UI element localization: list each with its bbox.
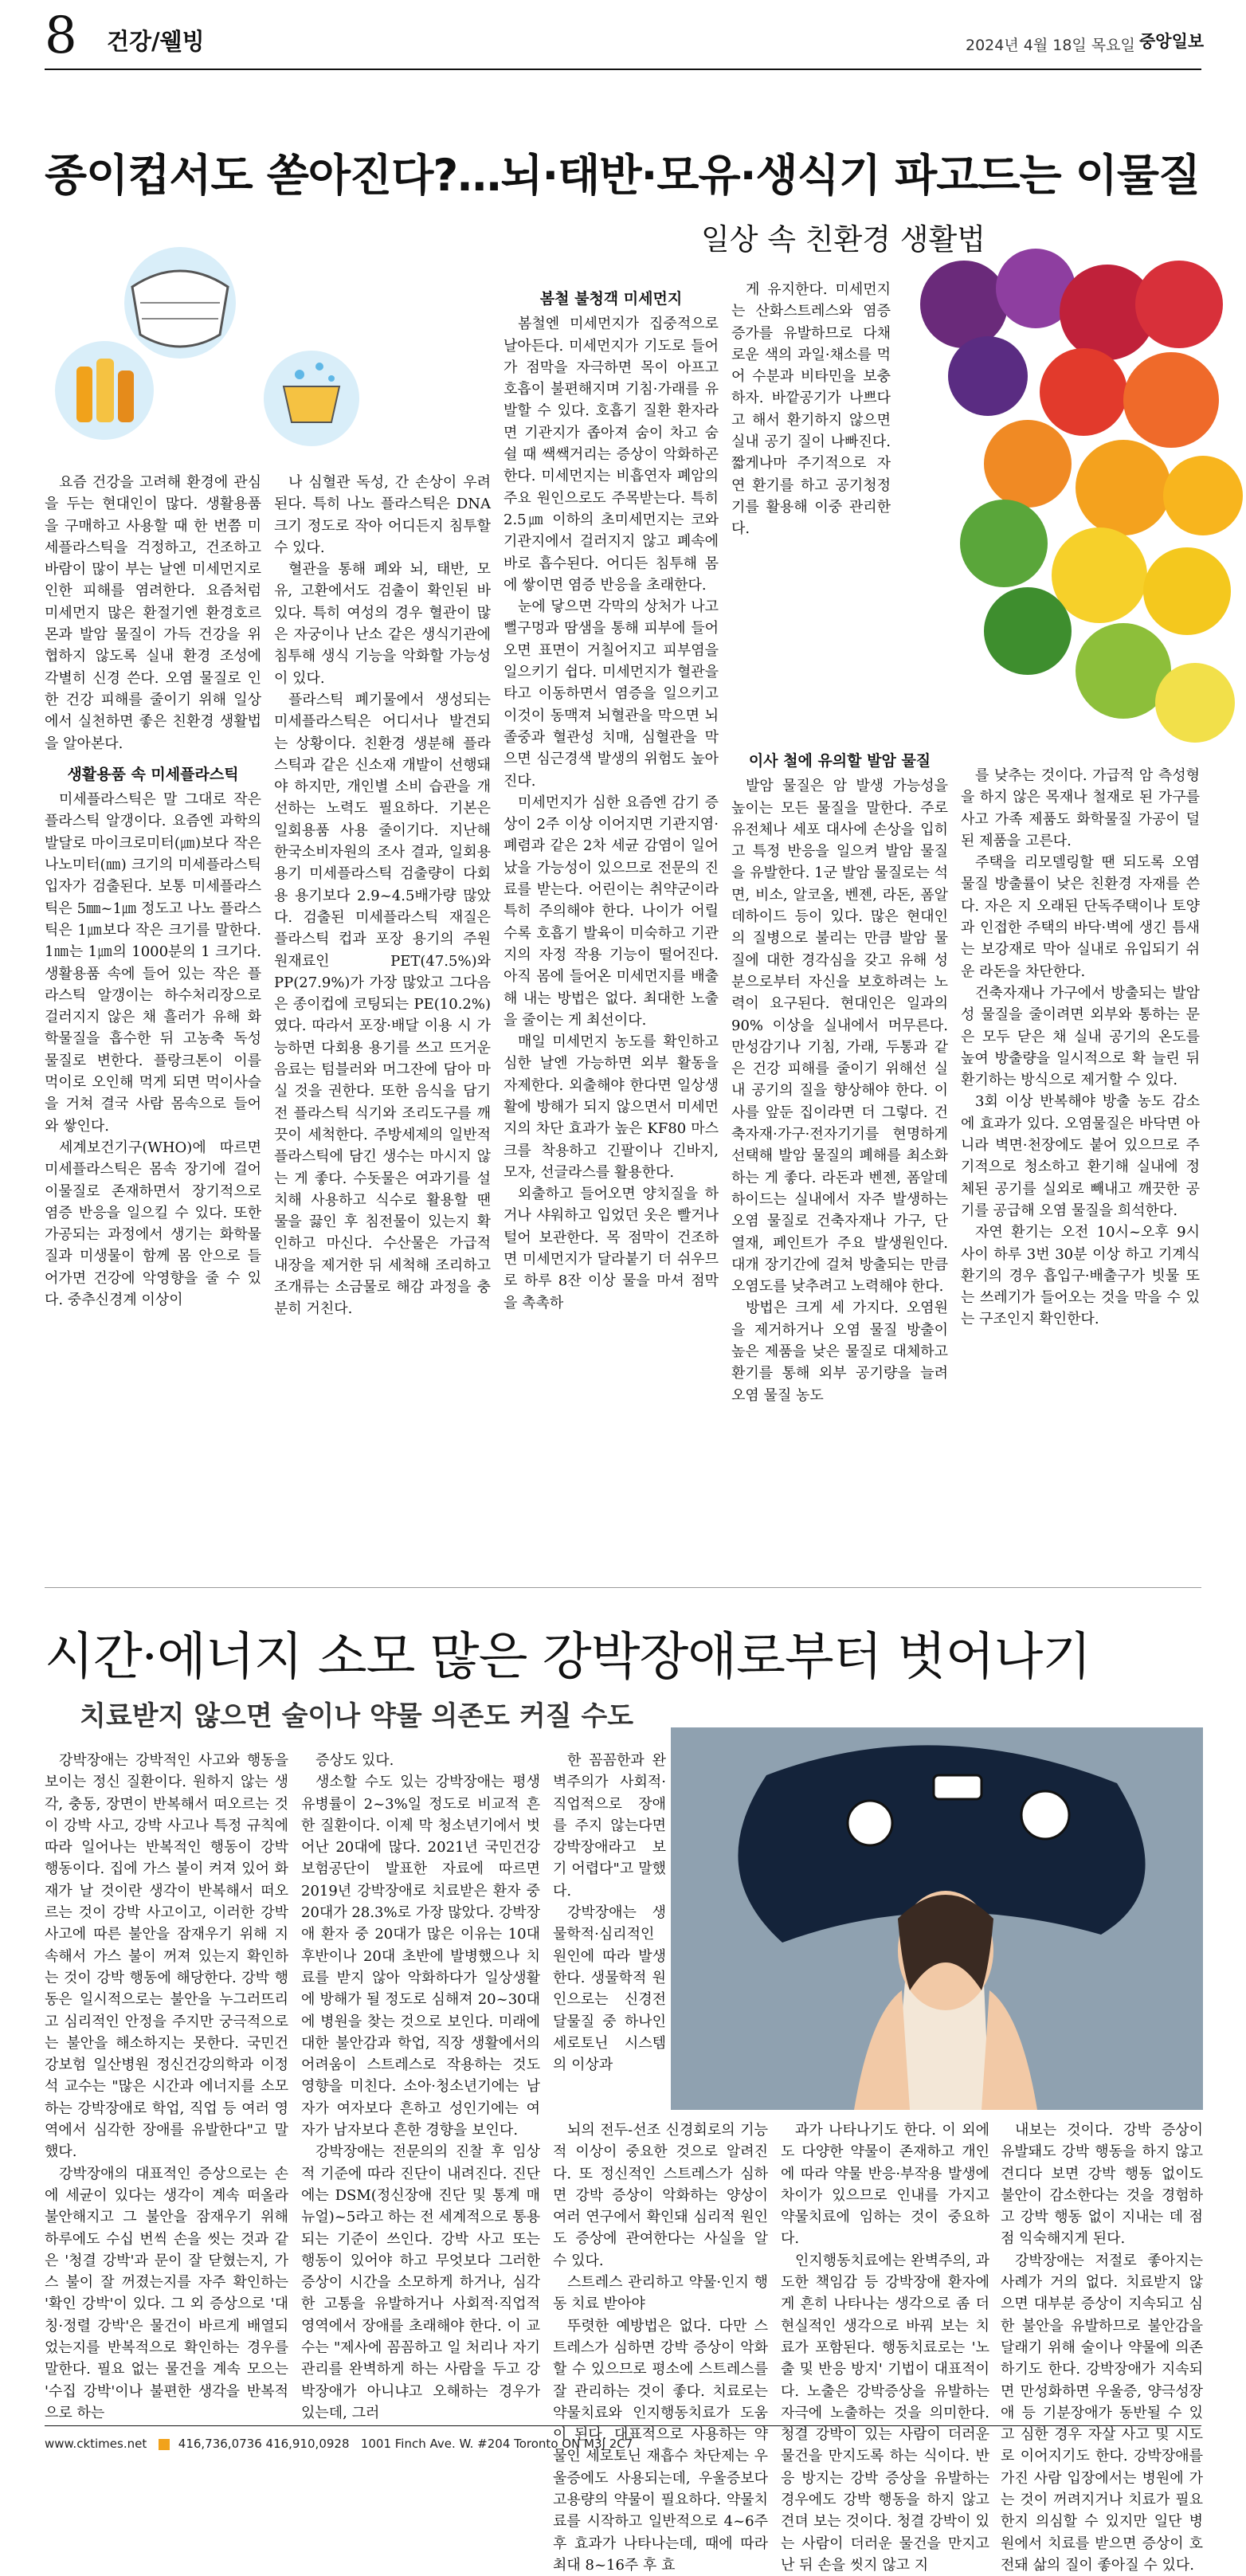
footer-address: 1001 Finch Ave. W. #204 Toronto ON M3J 2C7 <box>360 2437 633 2451</box>
paragraph: 뚜렷한 예방법은 없다. 다만 스트레스가 심하면 강박 증상이 악화할 수 있으므로 평소에 스트레스를 잘 관리하는 것이 좋다. 치료로는 약물치료와 인지행동치료가 도움이 된다. 대표적으로 사용하는 약물인 세로토닌 재흡수 차단제는 우울증에도 사용되는데, 우울증보다 고용량의 약물이 필요하다. 약물치료를 시작하고 일반적으로 4~6주 후 효과가 나타나는데, 때에 따라 최대 8~16주 후 효 <box>553 2317 768 2574</box>
article1-column-4b <box>731 741 948 1571</box>
paragraph: 증상도 있다. <box>315 1752 394 1769</box>
paragraph: 내보는 것이다. 강박 증상이 유발돼도 강박 행동을 하지 않고 견디다 보면 강박 행동 없이도 불안이 감소한다는 것을 경험하고 강박 행동 없이 지내는 데 점점 익숙해지게 된다. <box>1001 2122 1203 2248</box>
article1-headline: 종이컵서도 쏟아진다?…뇌·태반·모유·생식기 파고드는 이물질 <box>45 150 1201 201</box>
paragraph: 미세플라스틱은 말 그대로 작은 플라스틱 알갱이다. 요즘엔 과학의 발달로 마이크로미터(㎛)보다 작은 나노미터(㎚) 크기의 미세플라스틱 입자가 검출된다. 보통 미세플라스틱은 5㎜~1㎛ 정도고 나노 플라스틱은 1㎛보다 작은 크기를 말한다. 1㎚는 1㎛의 1000분의 1 크기다. 생활용품 속에 들어 있는 작은 플라스틱 알갱이는 하수처리장으로 걸러지지 않은 채 흘러가 유해 화학물질을 흡수한 뒤 고농축 독성 물질로 변한다. 플랑크톤이 이를 먹이로 오인해 먹게 되면 먹이사슬을 거쳐 결국 사람 몸속으로 들어와 쌓인다. <box>45 791 261 1135</box>
paragraph: 외출하고 들어오면 양치질을 하거나 샤워하고 입었던 옷은 빨거나 털어 보관한다. 목 점막이 건조하면 미세먼지가 달라붙기 더 쉬우므로 하루 8잔 이상 물을 마셔 점막을 촉촉하 <box>503 1186 719 1312</box>
section-label: 건강/웰빙 <box>107 28 205 55</box>
paragraph: 3회 이상 반복해야 방출 농도 감소에 효과가 있다. 오염물질은 바닥면 아니라 벽면·천장에도 붙어 있으므로 주기적으로 청소하고 환기해 실내에 정체된 공기를 실외로 빼내고 깨끗한 공기를 공급해 오염 물질을 희석한다. <box>961 1093 1200 1219</box>
paragraph: 세계보건기구(WHO)에 따르면 미세플라스틱은 몸속 장기에 걸어 이물질로 존재하면서 장기적으로 염증 반응을 일으킬 수 있다. 또한 가공되는 과정에서 생기는 화학물질과 미생물이 함께 몸 안으로 들어가면 건강에 악영향을 줄 수 있다. 중추신경계 이상이 <box>45 1139 261 1308</box>
article2-column-6 <box>1001 2119 1203 2574</box>
microplastic-icon <box>264 351 359 446</box>
article2-column-4 <box>553 2119 768 2574</box>
article2-column-5 <box>781 2119 989 2574</box>
paragraph: 인지행동치료에는 완벽주의, 과도한 책임감 등 강박장애 환자에게 흔히 나타나는 생각으로 좀 더 현실적인 생각으로 바꿔 보는 치료가 포함된다. 행동치료로는 '노출 및 반응 방지' 기법이 대표적이다. 노출은 강박증상을 유발하는 자극에 노출하는 것을 의미한다. 청결 강박이 있는 사람이 더러운 물건을 만지도록 하는 식이다. 반응 방지는 강박 증상을 유발하는 경우에도 강박 행동을 하지 않고 견뎌 보는 것이다. 청결 강박이 있는 사람이 더러운 물건을 만지고 난 뒤 손을 씻지 않고 지 <box>781 2252 989 2574</box>
page-number: 8 <box>45 6 77 65</box>
paper-name: 중앙일보 <box>1139 32 1205 51</box>
paragraph: 주택을 리모델링할 땐 되도록 오염 물질 방출률이 낮은 친환경 자재를 쓴다. 자은 지 오래된 단독주택이나 토양과 인접한 주택의 바닥·벽에 생긴 틈새는 보강재로 막아 실내로 유입되기 쉬운 라돈을 차단한다. <box>961 854 1200 980</box>
article-divider <box>45 1587 1201 1588</box>
paragraph: 나 심혈관 독성, 간 손상이 우려된다. 특히 나노 플라스틱은 DNA 크기 정도로 작아 어디든지 침투할 수 있다. <box>274 474 491 556</box>
subheading: 이사 철에 유의할 발암 물질 <box>748 752 931 770</box>
footer-phone: 416,736,0736 416,910,0928 <box>178 2437 350 2451</box>
fruit-vegetable-rainbow <box>908 257 1246 763</box>
paragraph: 강박장애는 강박적인 사고와 행동을 보이는 정신 질환이다. 원하지 않는 생각, 충동, 장면이 반복해서 떠오르는 것이 강박 사고, 강박 사고나 특정 규칙에 따라 일어나는 반복적인 행동이 강박 행동이다. 집에 가스 불이 켜져 있어 화재가 날 것이란 생각이 반복해서 떠오르는 것이 강박 사고이고, 이러한 강박 사고에 따른 불안을 잠재우기 위해 지속해서 가스 불이 꺼져 있는지 확인하는 것이 강박 행동에 해당한다. 강박 행동은 일시적으로는 불안을 누그러뜨리고 심리적인 안정을 주지만 궁극적으로는 불안을 해소하지는 못한다. 국민건강보험 일산병원 정신건강의학과 이정석 교수는 "많은 시간과 에너지를 소모하는 강박장애로 학업, 직업 등 여러 영역에서 심각한 장애를 유발한다"고 말했다. <box>45 1752 288 2161</box>
article2-headline: 시간·에너지 소모 많은 강박장애로부터 벗어나기 <box>45 1628 1091 1687</box>
subheading: 봄철 불청객 미세먼지 <box>539 290 683 308</box>
article1-column-4 <box>731 279 891 741</box>
subheading: 생활용품 속 미세플라스틱 <box>67 765 239 783</box>
paragraph: 를 낮추는 것이다. 가급적 암 측성형을 하지 않은 목재나 철재로 된 가구를 사고 가족 제품도 화학물질 가공이 덜 된 제품을 고른다. <box>961 767 1200 849</box>
article1-column-3 <box>503 279 719 1571</box>
paragraph: 스트레스 관리하고 약물·인지 행동 치료 받아야 <box>553 2274 768 2313</box>
paragraph: 한 꼼꼼한과 완벽주의가 사회적·직업적으로 장애를 주지 않는다면 강박장애라고 보기 어렵다"고 말했다. <box>553 1752 666 1900</box>
paragraph: 과가 나타나기도 한다. 이 외에도 다양한 약물이 존재하고 개인에 따라 약물 반응·부작용 발생에 차이가 있으므로 인내를 가지고 약물치료에 임하는 것이 중요하다. <box>781 2122 989 2248</box>
article1-subheadline: 일상 속 친환경 생활법 <box>701 222 985 257</box>
paragraph: 자연 환기는 오전 10시~오후 9시 사이 하루 3번 30분 이상 하고 기계식 환기의 경우 흡입구·배출구가 빗물 또는 쓰레기가 들어오는 것을 막을 수 있는 구조인지 확인한다. <box>961 1224 1200 1328</box>
paragraph: 발암 물질은 암 발생 가능성을 높이는 모든 물질을 말한다. 주로 유전체나 세포 대사에 손상을 입히고 특정 반응을 일으켜 발암 물질을 유발한다. 1군 발암 물질로는 석면, 비소, 알코올, 벤젠, 라돈, 폼알데하이드 등이 있다. 많은 현대인의 질병으로 불리는 만큼 발암 물질에 대한 경각심을 갖고 유해 성분으로부터 자신을 보호하려는 노력이 요구된다. 현대인은 일과의 90% 이상을 실내에서 머무른다. 만성감기나 기침, 가래, 두통과 같은 건강 피해를 줄이기 위해선 실내 공기의 질을 향상해야 한다. 이사를 앞둔 집이라면 더 그렇다. 건축자재·가구·전자기기를 현명하게 선택해 발암 물질의 폐해를 최소화하는 게 좋다. 라돈과 벤젠, 폼알데하이드는 실내에서 자주 발생하는 오염 물질로 건축자재나 가구, 단열재, 페인트가 주요 발생원인다. 대개 장기간에 걸쳐 방출되는 만큼 오염도를 낮추려고 노력해야 한다. <box>731 778 948 1296</box>
environment-illustration <box>45 239 438 446</box>
article2-subheadline: 치료받지 않으면 술이나 약물 의존도 커질 수도 <box>80 1700 634 1732</box>
paragraph: 혈관을 통해 폐와 뇌, 태반, 모유, 고환에서도 검출이 확인된 바 있다. 특히 여성의 경우 혈관이 많은 자궁이나 난소 같은 생식기관에 침투해 생식 기능을 악화할 가능성이 있다. <box>274 561 491 687</box>
paragraph: 방법은 크게 세 가지다. 오염원을 제거하거나 오염 물질 방출이 높은 제품을 낮은 물질로 대체하고 환기를 통해 외부 공기량을 늘려 오염 물질 농도 <box>731 1300 948 1404</box>
paragraph: 강박장애는 저절로 좋아지는 사례가 거의 없다. 치료받지 않으면 대부분 증상이 지속되고 심한 불안을 유발하므로 불안감을 달래기 위해 술이나 약물에 의존하기도 한다. 강박장애가 지속되면 만성화하면 우울증, 양극성장애 등 기분장애가 동반될 수 있고 심한 경우 자살 사고 및 시도로 이어지기도 한다. 강박장애를 가진 사람 입장에서는 병원에 가는 것이 꺼려지거나 치료가 필요한지 의심할 수 있지만 일단 병원에서 치료를 받으면 증상이 호전돼 삶의 질이 좋아질 수 있다. <box>1001 2252 1203 2574</box>
paragraph: 눈에 닿으면 각막의 상처가 나고 뻘구멍과 땀샘을 통해 피부에 들어오면 표면이 거칠어지고 피부염을 일으키기 쉽다. 미세먼지가 혈관을 타고 이동하면서 염증을 일으키고 이것이 동맥져 뇌혈관을 막으면 뇌졸중과 혈관성 치매, 심혈관을 막으면 심근경색 발생의 위험도 높아진다. <box>503 598 719 790</box>
phone-icon <box>159 2439 170 2450</box>
issue-date: 2024년 4월 18일 목요일 <box>966 37 1135 54</box>
article2-column-3 <box>553 1750 666 2116</box>
paragraph: 강박장애는 전문의의 진찰 후 임상적 기준에 따라 진단이 내려진다. 진단에는 DSM(정신장애 진단 및 통계 매뉴얼)~5라고 하는 전 세계적으로 통용되는 기준이 쓰인다. 강박 사고 또는 행동이 있어야 하고 무엇보다 그러한 증상이 시간을 소모하게 하거나, 심각한 고통을 유발하거나 사회적·직업적 영역에서 장애를 초래해야 한다. 이 교수는 "제사에 꼼꼼하고 일 처리나 자기 관리를 완벽하게 하는 사람을 두고 강박장애가 아니냐고 오해하는 경우가 있는데, 그러 <box>301 2143 540 2421</box>
stressed-person-illustration <box>671 1727 1203 2110</box>
article1-column-5 <box>961 765 1200 1571</box>
paragraph: 강박장애는 생물학적·심리적인 원인에 따라 발생한다. 생물학적 원인으로는 신경전달물질 중 하나인 세로토닌 시스템의 이상과 <box>553 1904 666 2074</box>
paragraph: 미세먼지가 심한 요즘엔 감기 증상이 2주 이상 이어지면 기관지염·폐렴과 같은 2차 세균 감염이 일어났을 가능성이 있으므로 전문의 진료를 받는다. 어린이는 취약군이라 특히 주의해야 한다. 나이가 어릴수록 호흡기 발육이 미숙하고 기관지의 자정 작용 기능이 떨어진다. 아직 몸에 들어온 미세먼지를 배출해 내는 방법은 없다. 최대한 노출을 줄이는 게 최선이다. <box>503 794 719 1029</box>
footer-rule <box>45 2425 1201 2426</box>
article2-column-2 <box>301 1750 540 2421</box>
paragraph: 강박장애의 대표적인 증상으로는 손에 세균이 있다는 생각이 계속 떠올라 불안해지고 그 불안을 잠재우기 위해 하루에도 수십 번씩 손을 씻는 것과 같은 '청결 강박'과 문이 잘 닫혔는지, 가스 불이 잘 꺼졌는지를 자주 확인하는 '확인 강박'이 있다. 그 외 증상으로 '대칭·정렬 강박'은 물건이 바르게 배열되었는지를 반복적으로 확인하는 경우를 말한다. 필요 없는 물건을 계속 모으는 '수집 강박'이나 불편한 생각을 반복적으로 하는 <box>45 2165 288 2421</box>
article1-column-2 <box>274 472 491 1571</box>
article1-column-1 <box>45 472 261 1571</box>
footer <box>45 2437 633 2451</box>
paragraph: 뇌의 전두-선조 신경회로의 기능적 이상이 중요한 것으로 알려진다. 또 정신적인 스트레스가 심하면 강박 증상이 악화하는 양상이 여러 연구에서 확인돼 심리적 원인도 증상에 관여한다는 사실을 알 수 있다. <box>553 2122 768 2269</box>
paragraph: 플라스틱 폐기물에서 생성되는 미세플라스틱은 어디서나 발견되는 상황이다. 친환경 생분해 플라스틱과 같은 신소재 개발이 선행돼야 하지만, 개인별 소비 습관을 개선하는 노력도 필요하다. 기본은 일회용품 사용 줄이기다. 지난해 한국소비자원의 조사 결과, 일회용 용기 미세플라스틱 검출량이 다회용 용기보다 2.9~4.5배가량 많았다. 검출된 미세플라스틱 재질은 플라스틱 컵과 포장 용기의 주원 원재료인 PET(47.5%)와 PP(27.9%)가 가장 많았고 그다음은 종이컵에 코팅되는 PE(10.2%)였다. 따라서 포장·배달 이용 시 가능하면 다회용 용기를 쓰고 뜨거운 음료는 텀블러와 머그잔에 담아 마실 것을 권한다. 또한 음식을 담기 전 플라스틱 식기와 조리도구를 깨끗이 세척한다. 주방세제의 일반적 플라스틱에 담긴 생수는 마시지 않는 게 좋다. 수돗물은 여과기를 설치해 사용하고 식수로 활용할 땐 물을 끓인 후 침전물이 있는지 확인하고 마신다. 수산물은 가급적 내장을 제거한 뒤 세척해 조리하고 조개류는 소금물로 해감 과정을 충분히 거친다. <box>274 691 491 1318</box>
paragraph: 건축자재나 가구에서 방출되는 발암성 물질을 줄이려면 외부와 통하는 문은 모두 닫은 채 실내 공기의 온도를 높여 방출량을 일시적으로 확 늘린 뒤 환기하는 방식으로 제거할 수 있다. <box>961 984 1200 1089</box>
article2-column-1 <box>45 1750 288 2421</box>
paragraph: 게 유지한다. 미세먼지는 산화스트레스와 염증 증가를 유발하므로 다채로운 색의 과일·채소를 먹어 수분과 비타민을 보충하자. 바깥공기가 나쁘다고 해서 환기하지 않으면 실내 공기 질이 나빠진다. 짧게나마 주기적으로 자연 환기를 하고 공기청정기를 활용해 이중 관리한다. <box>731 281 891 538</box>
paragraph: 매일 미세먼지 농도를 확인하고 심한 날엔 가능하면 외부 활동을 자제한다. 외출해야 한다면 일상생활에 방해가 되지 않으면서 미세먼지의 차단 효과가 높은 KF80 마스크를 착용하고 긴팔이나 긴바지, 모자, 선글라스를 활용한다. <box>503 1033 719 1181</box>
paragraph: 봄철엔 미세먼지가 집중적으로 날아든다. 미세먼지가 기도로 들어가 점막을 자극하면 목이 아프고 호흡이 불편해지며 기침·가래를 유발할 수 있다. 호흡기 질환 환자라면 기관지가 좁아져 숨이 차고 숨 쉴 때 쌕쌕거리는 증상이 악화하곤 한다. 미세먼지는 비흡연자 폐암의 주요 원인으로도 주목받는다. 특히 2.5㎛ 이하의 초미세먼지는 코와 기관지에서 걸러지지 않고 폐속에 바로 흡수된다. 어디든 침투해 몸에 쌓이면 염증 반응을 초래한다. <box>503 316 719 594</box>
mask-icon <box>124 247 236 359</box>
paragraph: 요즘 건강을 고려해 환경에 관심을 두는 현대인이 많다. 생활용품을 구매하고 사용할 때 한 번쯤 미세플라스틱을 걱정하고, 건조하고 바람이 많이 부는 날엔 미세먼지로 인한 피해를 염려한다. 요즘처럼 미세먼지 많은 환절기엔 환경호르몬과 발암 물질이 가득 건강을 위협하지 않도록 실내 환경 조성에 각별히 신경 쓴다. 오염 물질로 인한 건강 피해를 줄이기 위해 일상에서 실천하면 좋은 친환경 생활법을 알아본다. <box>45 474 261 752</box>
bottles-icon <box>55 341 154 440</box>
header-rule <box>45 69 1201 70</box>
footer-website[interactable]: www.cktimes.net <box>45 2437 147 2451</box>
paragraph: 생소할 수도 있는 강박장애는 평생 유병률이 2~3%일 정도로 비교적 흔한 질환이다. 이제 막 청소년기에서 벗어난 20대에 많다. 2021년 국민건강보험공단이 발표한 자료에 따르면 2019년 강박장애로 치료받은 환자 중 20대가 28.3%로 가장 많았다. 강박장애 환자 중 20대가 많은 이유는 10대 후반이나 20대 초반에 발병했으나 치료를 받지 않아 악화하다가 일상생활에 방해가 될 정도로 심해져 20~30대에 병원을 찾는 것으로 보인다. 미래에 대한 불안감과 학업, 직장 생활에서의 어려움이 스트레스로 작용하는 것도 영향을 미친다. 소아·청소년기에는 남자가 여자보다 흔하고 성인기에는 여자가 남자보다 흔한 경향을 보인다. <box>301 1774 540 2139</box>
